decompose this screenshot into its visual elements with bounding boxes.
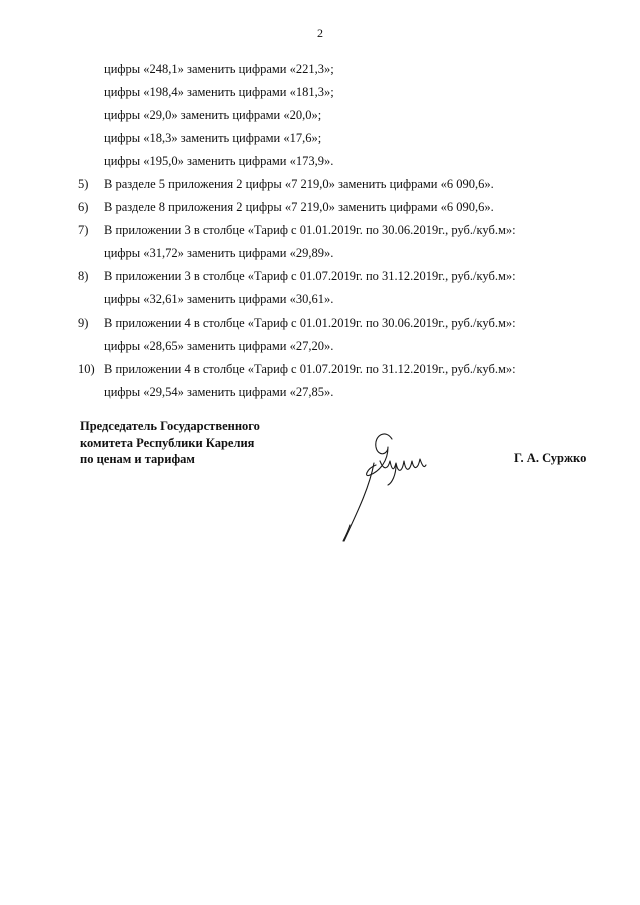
item-6-line-1: В разделе 8 приложения 2 цифры «7 219,0» заменить цифрами «6 090,6».: [104, 200, 494, 214]
page-number: 2: [317, 26, 323, 40]
signer-title-line-1: Председатель Государственного: [80, 419, 260, 433]
item-number-7: 7): [78, 223, 89, 237]
item-8-line-2: цифры «32,61» заменить цифрами «30,61».: [104, 292, 334, 306]
item-8-line-1: В приложении 3 в столбце «Тариф с 01.07.2019г. по 31.12.2019г., руб./куб.м»:: [104, 269, 516, 283]
item-10-line-2: цифры «29,54» заменить цифрами «27,85».: [104, 385, 334, 399]
continuation-line-4: цифры «18,3» заменить цифрами «17,6»;: [104, 131, 322, 145]
handwritten-signature: [330, 425, 460, 550]
item-number-6: 6): [78, 200, 89, 214]
item-number-9: 9): [78, 316, 89, 330]
item-5-line-1: В разделе 5 приложения 2 цифры «7 219,0» заменить цифрами «6 090,6».: [104, 177, 494, 191]
item-7-line-1: В приложении 3 в столбце «Тариф с 01.01.2019г. по 30.06.2019г., руб./куб.м»:: [104, 223, 516, 237]
continuation-line-1: цифры «248,1» заменить цифрами «221,3»;: [104, 62, 334, 76]
signer-title-line-2: комитета Республики Карелия: [80, 435, 255, 450]
item-9-line-2: цифры «28,65» заменить цифрами «27,20».: [104, 339, 334, 353]
item-number-5: 5): [78, 177, 89, 191]
signer-name: Г. А. Суржко: [514, 451, 587, 465]
item-7-line-2: цифры «31,72» заменить цифрами «29,89».: [104, 246, 334, 260]
continuation-line-3: цифры «29,0» заменить цифрами «20,0»;: [104, 108, 322, 122]
item-9-line-1: В приложении 4 в столбце «Тариф с 01.01.2019г. по 30.06.2019г., руб./куб.м»:: [104, 316, 516, 330]
continuation-line-5: цифры «195,0» заменить цифрами «173,9».: [104, 154, 334, 168]
signer-title-line-3: по ценам и тарифам: [80, 452, 195, 466]
item-10-line-1: В приложении 4 в столбце «Тариф с 01.07.2019г. по 31.12.2019г., руб./куб.м»:: [104, 362, 516, 376]
continuation-line-2: цифры «198,4» заменить цифрами «181,3»;: [104, 85, 334, 99]
item-number-8: 8): [78, 269, 89, 283]
item-number-10: 10): [78, 362, 95, 376]
signer-title: [80, 418, 260, 468]
